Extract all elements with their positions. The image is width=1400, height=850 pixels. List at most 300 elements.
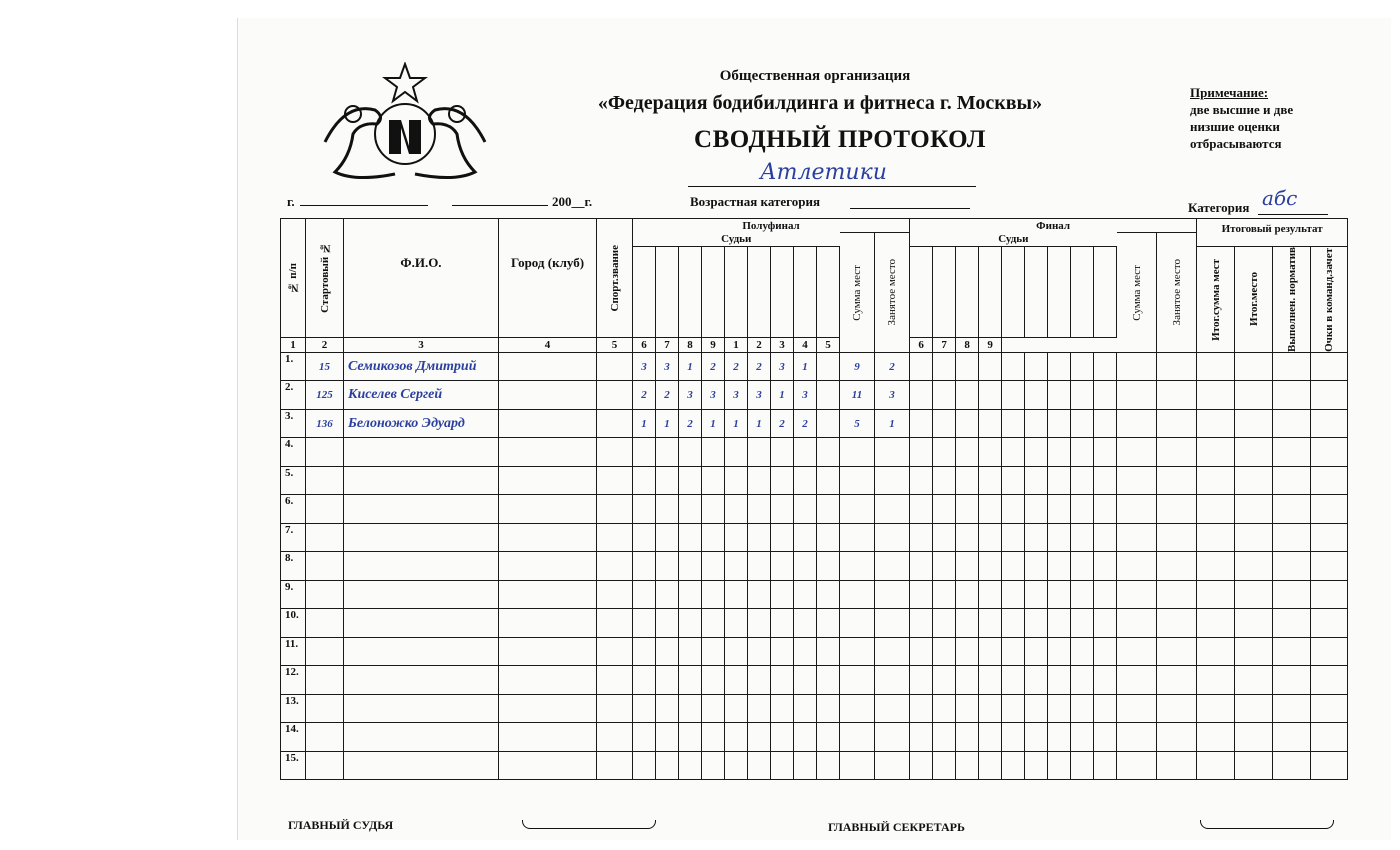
total-place-cell	[1235, 438, 1273, 467]
final-score-cell	[956, 694, 979, 723]
semifinal-score-cell	[817, 637, 840, 666]
final-place-cell	[1157, 666, 1197, 695]
city-cell	[499, 751, 597, 780]
final-score-cell	[1025, 352, 1048, 381]
final-judge-column	[979, 247, 1002, 338]
semifinal-sum-cell	[840, 637, 875, 666]
judge-number: 9	[979, 337, 1002, 352]
total-sum-cell	[1197, 723, 1235, 752]
name-cell	[344, 637, 499, 666]
final-judges-header: Судьи	[910, 233, 1117, 247]
final-score-cell	[910, 466, 933, 495]
semifinal-score-cell: 2	[725, 352, 748, 381]
semifinal-score-cell	[794, 609, 817, 638]
table-row	[281, 751, 1348, 780]
semifinal-score-cell	[679, 609, 702, 638]
nomination-line	[688, 186, 976, 187]
final-header: Финал	[910, 219, 1197, 233]
norm-done-cell	[1273, 552, 1311, 581]
final-score-cell	[1002, 580, 1025, 609]
rank-cell	[597, 694, 633, 723]
semifinal-score-cell	[817, 466, 840, 495]
table-row	[281, 438, 1348, 467]
semifinal-score-cell	[656, 751, 679, 780]
semifinal-score-cell	[633, 666, 656, 695]
semifinal-place-cell	[875, 609, 910, 638]
final-place-cell	[1157, 495, 1197, 524]
semifinal-score-cell	[817, 381, 840, 410]
total-place-cell	[1235, 352, 1273, 381]
semifinal-score-cell	[679, 580, 702, 609]
final-judge-column	[956, 247, 979, 338]
table-row	[281, 666, 1348, 695]
rank-cell	[597, 466, 633, 495]
semifinal-sum-cell: 9	[840, 352, 875, 381]
final-place-header: Занятое место	[1157, 233, 1197, 353]
total-place-cell	[1235, 723, 1273, 752]
final-score-cell	[1025, 523, 1048, 552]
semifinal-score-cell: 3	[679, 381, 702, 410]
city-cell	[499, 523, 597, 552]
semifinal-score-cell	[748, 552, 771, 581]
judge-number: 7	[933, 337, 956, 352]
rank-cell	[597, 580, 633, 609]
final-score-cell	[910, 751, 933, 780]
semifinal-score-cell	[633, 580, 656, 609]
semifinal-score-cell	[702, 723, 725, 752]
final-score-cell	[933, 352, 956, 381]
final-score-cell	[1094, 666, 1117, 695]
semifinal-score-cell: 1	[702, 409, 725, 438]
final-sum-header: Сумма мест	[1117, 233, 1157, 353]
name-cell	[344, 694, 499, 723]
city-cell	[499, 352, 597, 381]
semifinal-score-cell	[725, 580, 748, 609]
final-score-cell	[1094, 466, 1117, 495]
final-score-cell	[1002, 552, 1025, 581]
row-number: 6.	[281, 495, 306, 524]
final-score-cell	[1002, 694, 1025, 723]
final-score-cell	[979, 438, 1002, 467]
start-number-cell	[306, 637, 344, 666]
semifinal-score-cell	[748, 723, 771, 752]
city-cell	[499, 552, 597, 581]
final-score-cell	[910, 352, 933, 381]
final-score-cell	[979, 352, 1002, 381]
total-place-cell	[1235, 751, 1273, 780]
judge-number: 6	[633, 337, 656, 352]
row-number: 15.	[281, 751, 306, 780]
semifinal-score-cell: 3	[748, 381, 771, 410]
semifinal-place-cell	[875, 523, 910, 552]
start-number-cell	[306, 609, 344, 638]
semifinal-score-cell	[702, 495, 725, 524]
final-place-cell	[1157, 694, 1197, 723]
city-cell	[499, 466, 597, 495]
semifinal-judge-column	[679, 247, 702, 338]
semifinal-score-cell: 2	[794, 409, 817, 438]
rank-cell	[597, 609, 633, 638]
semifinal-score-cell	[771, 495, 794, 524]
final-score-cell	[910, 666, 933, 695]
name-cell	[344, 666, 499, 695]
final-score-cell	[956, 466, 979, 495]
final-score-cell	[1071, 552, 1094, 581]
semifinal-score-cell	[633, 466, 656, 495]
final-score-cell	[1002, 466, 1025, 495]
start-number-cell	[306, 723, 344, 752]
judge-number: 3	[771, 337, 794, 352]
total-sum-cell	[1197, 495, 1235, 524]
table-row	[281, 609, 1348, 638]
semifinal-sum-cell	[840, 609, 875, 638]
row-number: 10.	[281, 609, 306, 638]
final-score-cell	[1094, 381, 1117, 410]
table-row	[281, 495, 1348, 524]
total-place-cell	[1235, 666, 1273, 695]
semifinal-score-cell	[771, 552, 794, 581]
semifinal-score-cell	[748, 751, 771, 780]
final-score-cell	[1048, 580, 1071, 609]
final-score-cell	[933, 694, 956, 723]
final-place-cell	[1157, 580, 1197, 609]
semifinal-score-cell	[702, 466, 725, 495]
final-score-cell	[1094, 723, 1117, 752]
final-sum-cell	[1117, 666, 1157, 695]
semifinal-score-cell: 1	[748, 409, 771, 438]
total-sum-cell	[1197, 552, 1235, 581]
final-score-cell	[1094, 552, 1117, 581]
semifinal-score-cell	[633, 751, 656, 780]
final-score-cell	[1071, 637, 1094, 666]
semifinal-score-cell: 2	[633, 381, 656, 410]
final-place-cell	[1157, 352, 1197, 381]
final-score-cell	[910, 609, 933, 638]
final-score-cell	[910, 723, 933, 752]
col-rank-header: Спорт.звание	[597, 219, 633, 338]
age-category-label: Возрастная категория	[690, 194, 820, 209]
semifinal-score-cell	[725, 466, 748, 495]
document-title: СВОДНЫЙ ПРОТОКОЛ	[694, 126, 986, 153]
final-place-cell	[1157, 523, 1197, 552]
semifinal-score-cell: 3	[794, 381, 817, 410]
final-score-cell	[910, 580, 933, 609]
semifinal-score-cell	[725, 552, 748, 581]
team-points-cell	[1311, 694, 1348, 723]
total-place-header: Итог.место	[1235, 247, 1273, 353]
final-score-cell	[933, 580, 956, 609]
judge-number: 5	[817, 337, 840, 352]
norm-done-cell	[1273, 495, 1311, 524]
semifinal-score-cell	[702, 580, 725, 609]
final-score-cell	[933, 381, 956, 410]
semifinal-place-cell	[875, 637, 910, 666]
final-score-cell	[956, 637, 979, 666]
final-score-cell	[1025, 637, 1048, 666]
final-score-cell	[1025, 381, 1048, 410]
federation-logo-icon	[305, 62, 500, 192]
start-number-cell: 125	[306, 381, 344, 410]
semifinal-score-cell	[725, 723, 748, 752]
final-score-cell	[1048, 523, 1071, 552]
final-score-cell	[1025, 438, 1048, 467]
team-points-cell	[1311, 438, 1348, 467]
semifinal-score-cell: 1	[656, 409, 679, 438]
semifinal-score-cell	[771, 666, 794, 695]
semifinal-score-cell	[702, 438, 725, 467]
name-cell	[344, 438, 499, 467]
final-sum-cell	[1117, 723, 1157, 752]
semifinal-score-cell	[748, 438, 771, 467]
row-number: 1.	[281, 352, 306, 381]
table-row	[281, 694, 1348, 723]
final-score-cell	[1094, 580, 1117, 609]
final-score-cell	[1071, 609, 1094, 638]
semifinal-score-cell	[817, 552, 840, 581]
semifinal-place-cell	[875, 751, 910, 780]
rank-cell	[597, 723, 633, 752]
norm-done-cell	[1273, 381, 1311, 410]
table-row	[281, 552, 1348, 581]
chief-secretary-label: ГЛАВНЫЙ СЕКРЕТАРЬ	[828, 820, 965, 834]
table-row	[281, 637, 1348, 666]
start-number-cell	[306, 751, 344, 780]
final-score-cell	[979, 381, 1002, 410]
chief-secretary-signature-field	[1200, 820, 1334, 829]
final-score-cell	[933, 637, 956, 666]
semifinal-place-cell	[875, 694, 910, 723]
final-score-cell	[956, 495, 979, 524]
final-score-cell	[1094, 609, 1117, 638]
final-score-cell	[979, 723, 1002, 752]
final-score-cell	[1071, 438, 1094, 467]
final-score-cell	[933, 751, 956, 780]
judge-number: 2	[748, 337, 771, 352]
note-line-1: две высшие и две	[1190, 102, 1294, 117]
start-number-cell	[306, 495, 344, 524]
total-sum-cell	[1197, 523, 1235, 552]
semifinal-score-cell	[702, 694, 725, 723]
final-score-cell	[1048, 381, 1071, 410]
total-place-cell	[1235, 523, 1273, 552]
final-score-cell	[1094, 495, 1117, 524]
final-score-cell	[979, 523, 1002, 552]
start-number-cell	[306, 580, 344, 609]
semifinal-score-cell	[794, 580, 817, 609]
semifinal-score-cell	[794, 552, 817, 581]
total-place-cell	[1235, 552, 1273, 581]
date-suffix: 200__г.	[552, 194, 593, 209]
semifinal-score-cell	[679, 694, 702, 723]
row-number: 7.	[281, 523, 306, 552]
category-handwritten: абс	[1262, 186, 1298, 210]
final-score-cell	[910, 637, 933, 666]
date-field	[452, 205, 548, 206]
final-score-cell	[1094, 409, 1117, 438]
semifinal-score-cell	[817, 352, 840, 381]
semifinal-sum-cell	[840, 751, 875, 780]
final-judge-column	[1071, 247, 1094, 338]
semifinal-score-cell	[656, 552, 679, 581]
final-score-cell	[1071, 495, 1094, 524]
semifinal-score-cell	[725, 666, 748, 695]
final-sum-cell	[1117, 694, 1157, 723]
total-sum-cell	[1197, 438, 1235, 467]
total-place-cell	[1235, 381, 1273, 410]
final-score-cell	[1025, 409, 1048, 438]
semifinal-score-cell	[679, 751, 702, 780]
final-score-cell	[1025, 609, 1048, 638]
final-sum-cell	[1117, 552, 1157, 581]
final-score-cell	[1094, 637, 1117, 666]
semifinal-score-cell	[794, 523, 817, 552]
final-score-cell	[1071, 666, 1094, 695]
final-score-cell	[979, 552, 1002, 581]
team-points-cell	[1311, 495, 1348, 524]
rank-cell	[597, 751, 633, 780]
judge-number: 8	[679, 337, 702, 352]
col-start-header: Стартовый №	[306, 219, 344, 338]
final-score-cell	[1048, 466, 1071, 495]
final-sum-cell	[1117, 495, 1157, 524]
rank-cell	[597, 409, 633, 438]
semifinal-score-cell	[656, 694, 679, 723]
category-field	[1258, 214, 1328, 215]
final-score-cell	[1048, 352, 1071, 381]
final-score-cell	[956, 381, 979, 410]
final-score-cell	[1002, 723, 1025, 752]
protocol-table	[280, 218, 1348, 780]
final-score-cell	[979, 495, 1002, 524]
start-number-cell	[306, 438, 344, 467]
semifinal-score-cell	[633, 637, 656, 666]
semifinal-score-cell	[771, 523, 794, 552]
semifinal-score-cell	[702, 637, 725, 666]
handwritten-nomination: Атлетики	[760, 160, 887, 185]
name-cell	[344, 723, 499, 752]
semifinal-score-cell	[748, 637, 771, 666]
judge-number: 5	[597, 337, 633, 352]
city-cell	[499, 609, 597, 638]
city-field	[300, 205, 428, 206]
judge-number: 3	[344, 337, 499, 352]
semifinal-sum-cell: 5	[840, 409, 875, 438]
city-cell	[499, 438, 597, 467]
judge-number: 9	[702, 337, 725, 352]
final-score-cell	[956, 751, 979, 780]
final-score-cell	[1025, 552, 1048, 581]
semifinal-judge-column	[725, 247, 748, 338]
final-score-cell	[933, 495, 956, 524]
semifinal-sum-cell	[840, 552, 875, 581]
semifinal-score-cell	[633, 523, 656, 552]
semifinal-score-cell	[679, 552, 702, 581]
final-score-cell	[956, 723, 979, 752]
start-number-cell: 15	[306, 352, 344, 381]
semifinal-score-cell	[656, 723, 679, 752]
judge-number: 4	[794, 337, 817, 352]
final-score-cell	[979, 609, 1002, 638]
row-number: 2.	[281, 381, 306, 410]
final-score-cell	[1025, 580, 1048, 609]
norm-done-header: Выполнен. норматив	[1273, 247, 1311, 353]
total-sum-cell	[1197, 694, 1235, 723]
norm-done-cell	[1273, 352, 1311, 381]
rank-cell	[597, 438, 633, 467]
final-score-cell	[1071, 409, 1094, 438]
norm-done-cell	[1273, 751, 1311, 780]
start-number-cell	[306, 466, 344, 495]
semifinal-score-cell	[748, 495, 771, 524]
semifinal-score-cell	[817, 495, 840, 524]
semifinal-score-cell	[794, 637, 817, 666]
semifinal-judge-column	[771, 247, 794, 338]
final-score-cell	[1048, 552, 1071, 581]
norm-done-cell	[1273, 466, 1311, 495]
final-score-cell	[933, 552, 956, 581]
semifinal-score-cell	[702, 666, 725, 695]
row-number: 5.	[281, 466, 306, 495]
row-number: 8.	[281, 552, 306, 581]
total-sum-header: Итог.сумма мест	[1197, 247, 1235, 353]
semifinal-score-cell	[817, 438, 840, 467]
row-number: 12.	[281, 666, 306, 695]
semifinal-score-cell	[725, 609, 748, 638]
semifinal-judges-header: Судьи	[633, 233, 840, 247]
final-score-cell	[910, 381, 933, 410]
name-cell: Белоножко Эдуард	[344, 409, 499, 438]
semifinal-score-cell	[679, 723, 702, 752]
name-cell: Киселев Сергей	[344, 381, 499, 410]
semifinal-score-cell	[679, 438, 702, 467]
name-cell	[344, 523, 499, 552]
semifinal-score-cell: 2	[656, 381, 679, 410]
semifinal-score-cell	[679, 466, 702, 495]
final-score-cell	[1094, 523, 1117, 552]
semifinal-score-cell	[817, 694, 840, 723]
semifinal-place-cell	[875, 438, 910, 467]
total-sum-cell	[1197, 609, 1235, 638]
start-number-cell: 136	[306, 409, 344, 438]
semifinal-score-cell	[679, 523, 702, 552]
semifinal-score-cell: 2	[702, 352, 725, 381]
final-score-cell	[956, 666, 979, 695]
semifinal-place-cell: 1	[875, 409, 910, 438]
final-score-cell	[1071, 580, 1094, 609]
semifinal-place-header: Занятое место	[875, 233, 910, 353]
start-number-cell	[306, 552, 344, 581]
semifinal-sum-header: Сумма мест	[840, 233, 875, 353]
final-score-cell	[956, 352, 979, 381]
table-row	[281, 466, 1348, 495]
total-place-cell	[1235, 580, 1273, 609]
semifinal-place-cell: 2	[875, 352, 910, 381]
semifinal-place-cell	[875, 723, 910, 752]
final-sum-cell	[1117, 751, 1157, 780]
semifinal-place-cell: 3	[875, 381, 910, 410]
start-number-cell	[306, 694, 344, 723]
semifinal-score-cell	[794, 694, 817, 723]
rank-cell	[597, 352, 633, 381]
semifinal-sum-cell	[840, 523, 875, 552]
final-place-cell	[1157, 723, 1197, 752]
semifinal-score-cell	[656, 637, 679, 666]
semifinal-score-cell: 3	[725, 381, 748, 410]
semifinal-score-cell	[725, 637, 748, 666]
semifinal-score-cell	[817, 666, 840, 695]
total-place-cell	[1235, 466, 1273, 495]
final-score-cell	[1002, 495, 1025, 524]
